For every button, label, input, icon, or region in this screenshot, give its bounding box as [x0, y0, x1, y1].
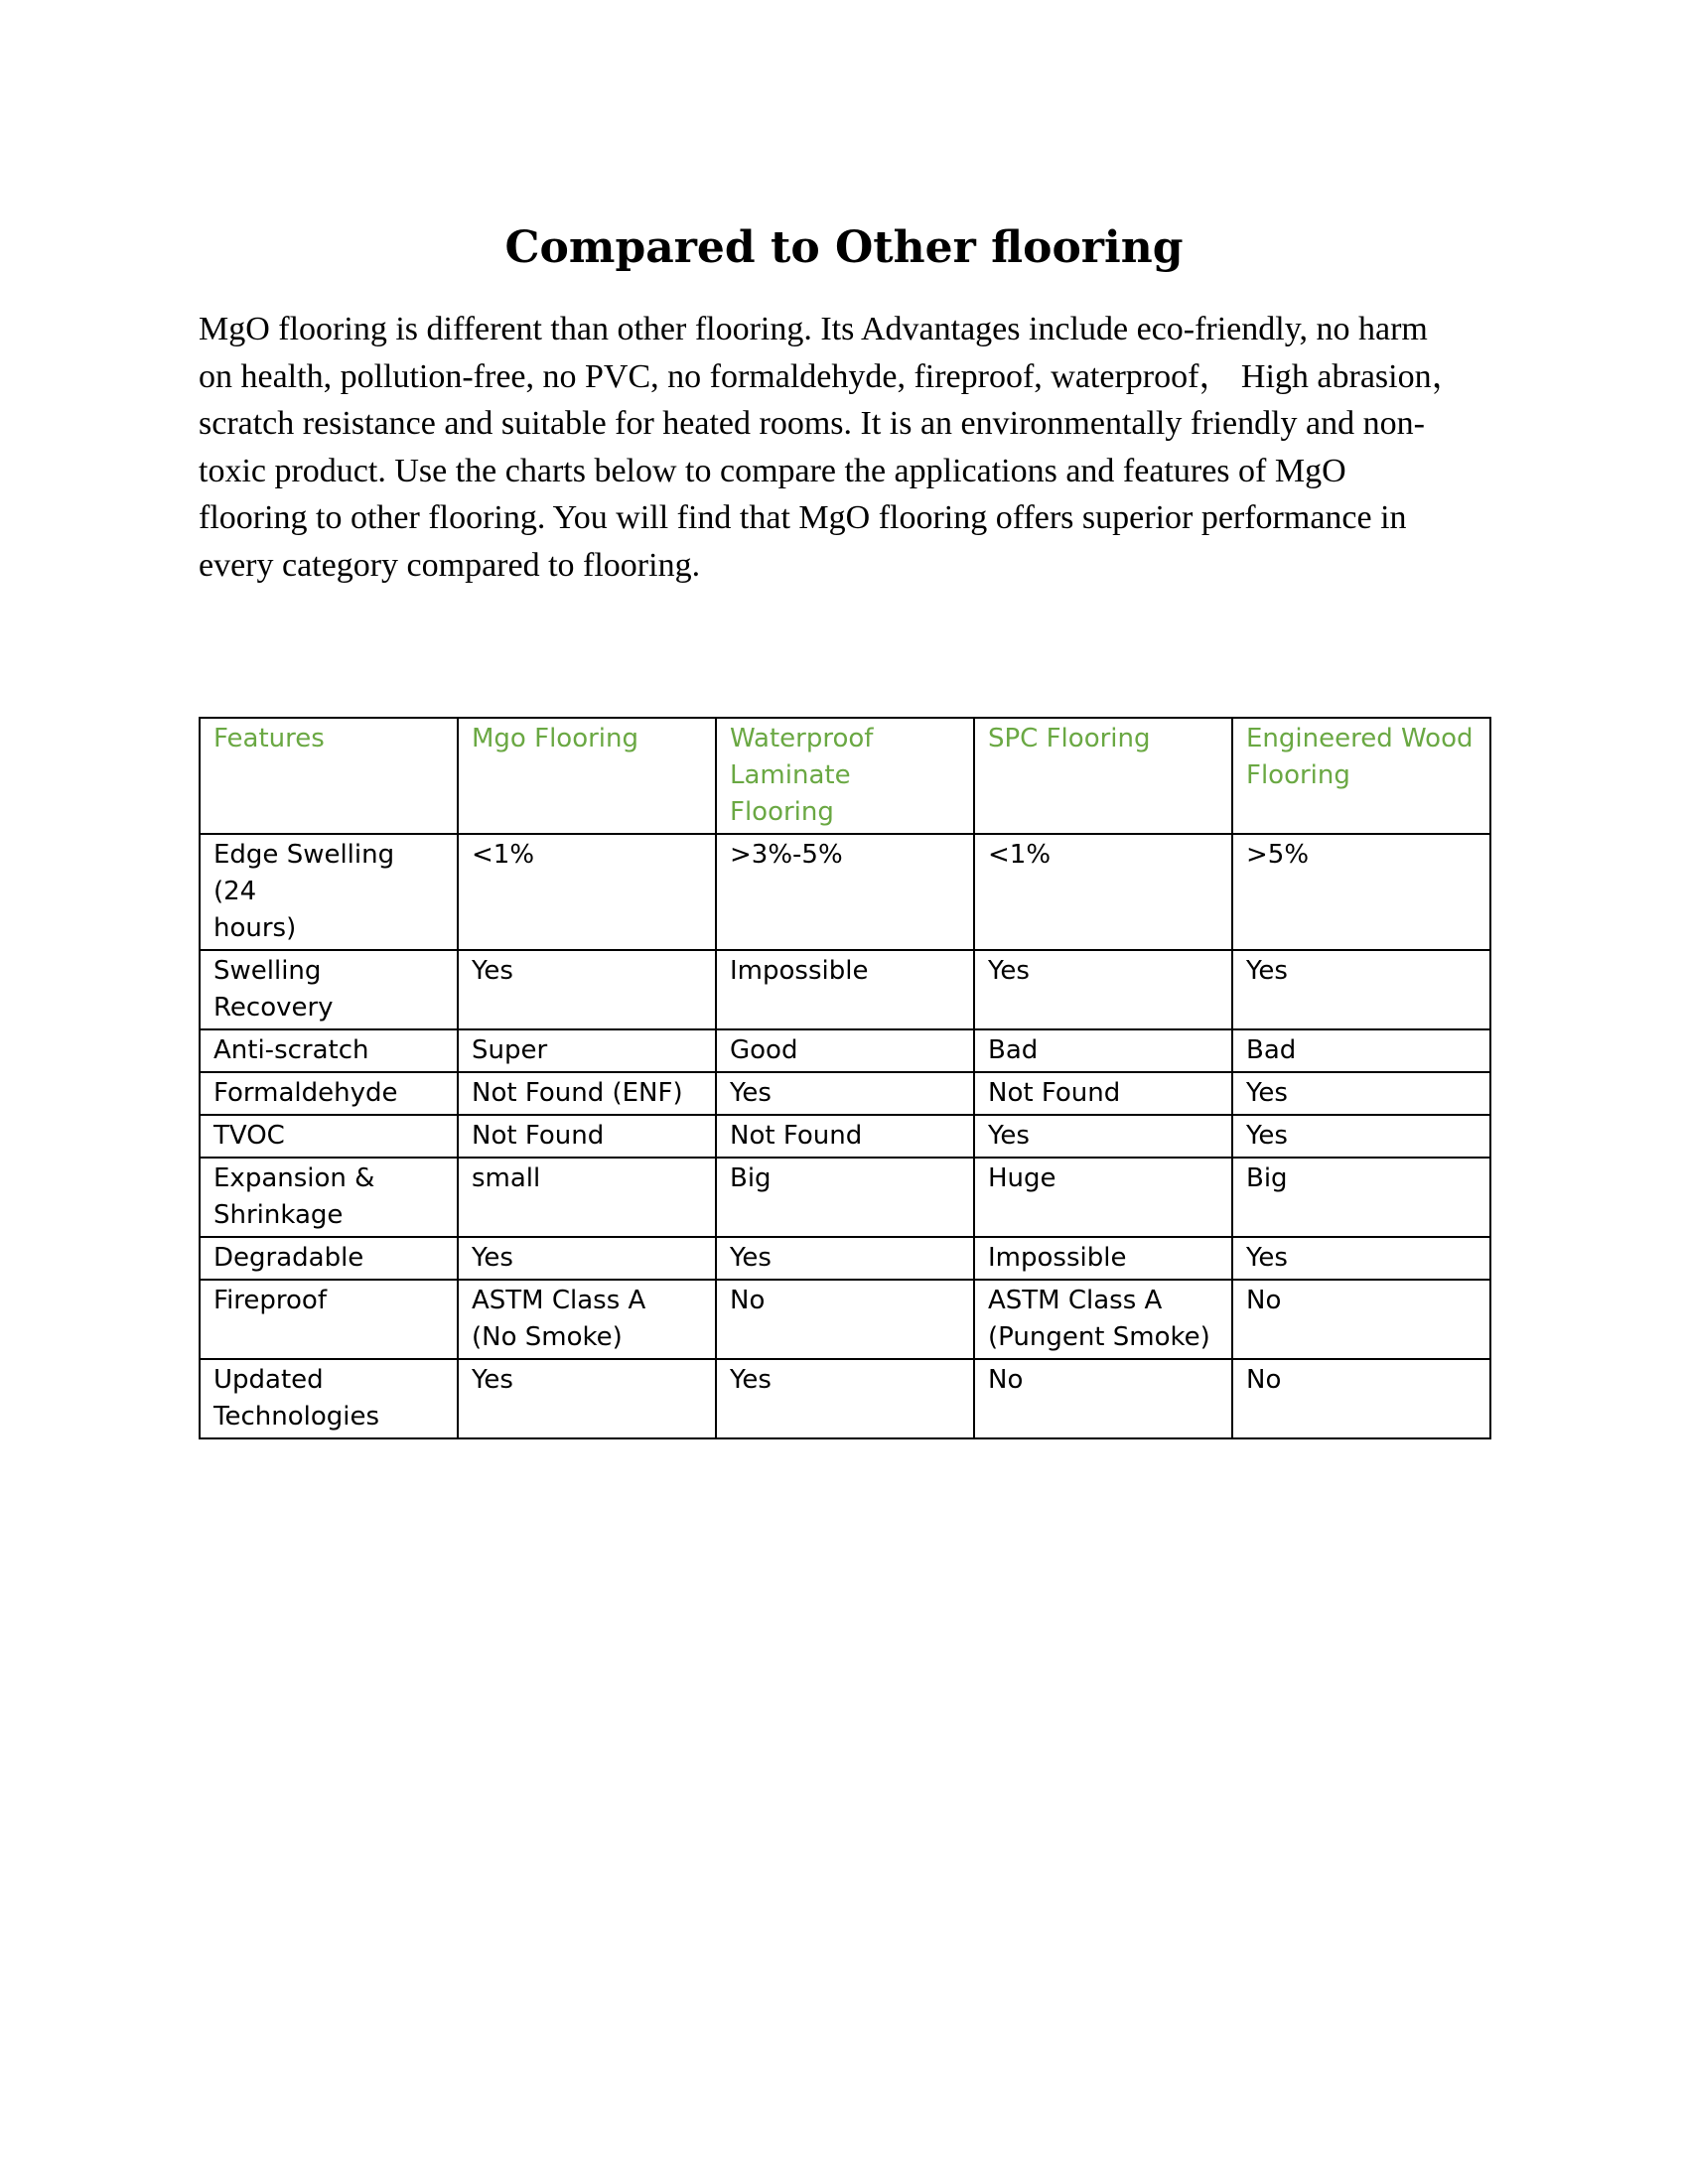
table-cell	[716, 1237, 974, 1280]
cell-text: Formaldehyde	[213, 1078, 398, 1108]
table-cell	[974, 1115, 1232, 1158]
table-cell	[716, 834, 974, 950]
table-row	[200, 1029, 1490, 1072]
header-label: Features	[213, 724, 325, 753]
cell-text: No	[1246, 1286, 1282, 1315]
table-cell	[974, 1158, 1232, 1237]
table-cell	[1232, 1158, 1490, 1237]
cell-text: Degradable	[213, 1243, 364, 1273]
cell-text: Yes	[730, 1243, 772, 1273]
cell-text: ASTM Class A	[988, 1286, 1163, 1315]
cell-text: Bad	[1246, 1035, 1297, 1065]
table-cell	[1232, 834, 1490, 950]
table-header-row	[200, 718, 1490, 834]
cell-text: Bad	[988, 1035, 1039, 1065]
cell-text: Super	[472, 1035, 548, 1065]
page-title: Compared to Other flooring	[504, 222, 1184, 273]
table-cell	[458, 1072, 716, 1115]
table-cell	[200, 1029, 458, 1072]
table-cell	[200, 1158, 458, 1237]
cell-text: No	[988, 1365, 1024, 1395]
cell-text: Impossible	[988, 1243, 1127, 1273]
cell-text: Not Found	[472, 1121, 605, 1151]
table-cell	[974, 1359, 1232, 1438]
cell-text: Big	[1246, 1163, 1288, 1193]
cell-text: No	[730, 1286, 766, 1315]
cell-text: (Pungent Smoke)	[988, 1322, 1210, 1352]
header-waterproof-laminate	[716, 718, 974, 834]
table-cell	[974, 834, 1232, 950]
table-cell	[458, 950, 716, 1029]
header-label: Flooring	[1246, 760, 1350, 790]
table-cell	[974, 1072, 1232, 1115]
table-cell	[974, 1029, 1232, 1072]
header-spc-flooring	[974, 718, 1232, 834]
table-cell	[458, 1359, 716, 1438]
cell-text: Yes	[730, 1365, 772, 1395]
intro-line: flooring to other flooring. You will find that MgO flooring offers superior performance in	[199, 499, 1407, 536]
intro-line: toxic product. Use the charts below to compare the applications and features of MgO	[199, 452, 1346, 489]
table-cell	[1232, 1237, 1490, 1280]
cell-text: Yes	[730, 1078, 772, 1108]
cell-text: Huge	[988, 1163, 1056, 1193]
table-cell	[974, 1280, 1232, 1359]
cell-text: Edge Swelling (24	[213, 840, 395, 906]
cell-text: Yes	[1246, 956, 1288, 986]
table-cell	[458, 1158, 716, 1237]
table-cell	[716, 1115, 974, 1158]
table-cell	[200, 1115, 458, 1158]
intro-line: scratch resistance and suitable for heated rooms. It is an environmentally friendly and non-	[199, 405, 1425, 442]
table-cell	[200, 1072, 458, 1115]
intro-line: every category compared to flooring.	[199, 546, 701, 584]
table-cell	[974, 950, 1232, 1029]
cell-text: Anti-scratch	[213, 1035, 369, 1065]
table-row	[200, 1158, 1490, 1237]
table-cell	[200, 1359, 458, 1438]
table-cell	[200, 1280, 458, 1359]
cell-text: Shrinkage	[213, 1200, 344, 1230]
table-cell	[716, 1158, 974, 1237]
cell-text: Good	[730, 1035, 798, 1065]
intro-paragraph	[199, 306, 1489, 589]
table-cell	[716, 1359, 974, 1438]
table-cell	[458, 1237, 716, 1280]
header-mgo-flooring	[458, 718, 716, 834]
cell-text: Yes	[472, 1243, 513, 1273]
cell-text: (No Smoke)	[472, 1322, 623, 1352]
header-label: Mgo Flooring	[472, 724, 638, 753]
table-cell	[716, 950, 974, 1029]
table-row	[200, 1237, 1490, 1280]
table-row	[200, 1115, 1490, 1158]
cell-text: TVOC	[213, 1121, 285, 1151]
header-engineered-wood	[1232, 718, 1490, 834]
table-cell	[200, 834, 458, 950]
cell-text: Yes	[1246, 1078, 1288, 1108]
cell-text: >3%-5%	[730, 840, 843, 870]
cell-text: Not Found	[988, 1078, 1121, 1108]
cell-text: <1%	[472, 840, 535, 870]
cell-text: Yes	[988, 1121, 1030, 1151]
header-features	[200, 718, 458, 834]
table-cell	[458, 1115, 716, 1158]
cell-text: Technologies	[213, 1402, 380, 1432]
cell-text: >5%	[1246, 840, 1310, 870]
table-cell	[1232, 1072, 1490, 1115]
table-cell	[1232, 1359, 1490, 1438]
table-cell	[200, 950, 458, 1029]
table-row	[200, 1072, 1490, 1115]
cell-text: Expansion &	[213, 1163, 375, 1193]
table-cell	[458, 1280, 716, 1359]
table-cell	[716, 1029, 974, 1072]
header-label: Laminate Flooring	[730, 760, 851, 827]
header-label: Engineered Wood	[1246, 724, 1474, 753]
cell-text: Yes	[472, 1365, 513, 1395]
cell-text: hours)	[213, 913, 297, 943]
header-label: SPC Flooring	[988, 724, 1151, 753]
intro-line: on health, pollution-free, no PVC, no formaldehyde, fireproof, waterproof， High abrasion，	[199, 357, 1466, 395]
cell-text: Yes	[1246, 1243, 1288, 1273]
cell-text: Yes	[1246, 1121, 1288, 1151]
table-cell	[1232, 1280, 1490, 1359]
table-cell	[974, 1237, 1232, 1280]
table-cell	[1232, 950, 1490, 1029]
header-label: Waterproof	[730, 724, 874, 753]
cell-text: Swelling Recovery	[213, 956, 334, 1023]
table-row	[200, 834, 1490, 950]
comparison-table	[199, 717, 1491, 1439]
cell-text: Updated	[213, 1365, 324, 1395]
cell-text: Yes	[472, 956, 513, 986]
table-row	[200, 950, 1490, 1029]
cell-text: Not Found (ENF)	[472, 1078, 683, 1108]
table-row	[200, 1280, 1490, 1359]
table-cell	[458, 834, 716, 950]
cell-text: Big	[730, 1163, 772, 1193]
cell-text: <1%	[988, 840, 1052, 870]
cell-text: Fireproof	[213, 1286, 327, 1315]
cell-text: small	[472, 1163, 541, 1193]
cell-text: Not Found	[730, 1121, 863, 1151]
table-cell	[200, 1237, 458, 1280]
table-cell	[458, 1029, 716, 1072]
table-cell	[716, 1280, 974, 1359]
intro-line: MgO flooring is different than other flooring. Its Advantages include eco-friendly, no harm	[199, 311, 1428, 347]
cell-text: ASTM Class A	[472, 1286, 646, 1315]
cell-text: Yes	[988, 956, 1030, 986]
cell-text: No	[1246, 1365, 1282, 1395]
table-cell	[1232, 1115, 1490, 1158]
table-row	[200, 1359, 1490, 1438]
table-cell	[716, 1072, 974, 1115]
table-cell	[1232, 1029, 1490, 1072]
cell-text: Impossible	[730, 956, 869, 986]
